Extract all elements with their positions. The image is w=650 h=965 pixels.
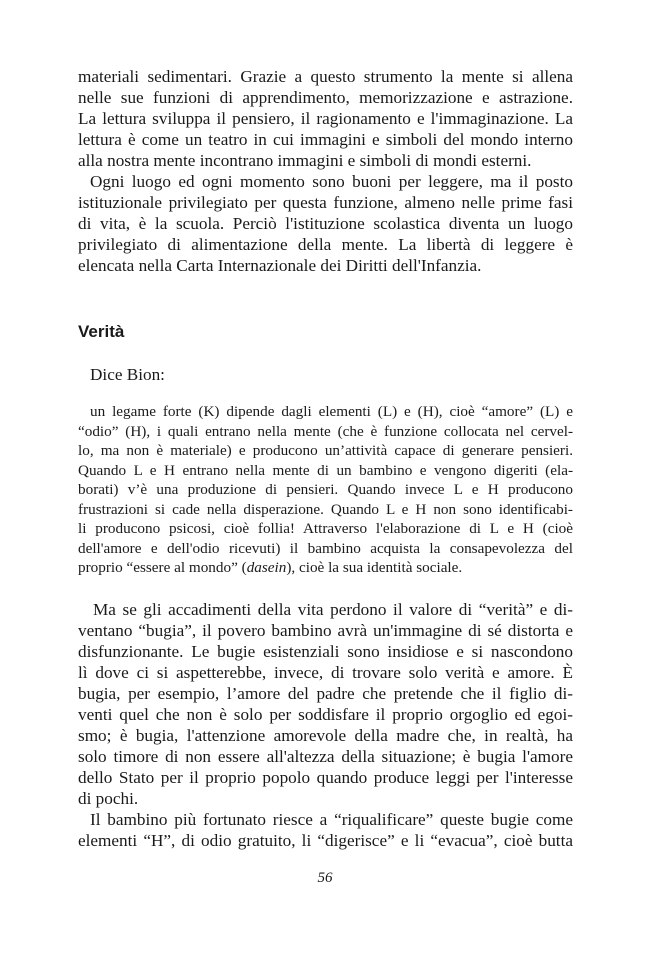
paragraph-school — [78, 171, 573, 276]
text-line: Il bambino più fortunato riesce a “riqualificare” queste bugie come — [90, 809, 573, 829]
block-quote — [78, 402, 573, 578]
text-line: di vita, è la scuola. Perciò l'istituzione scolastica diventa un luogo — [78, 214, 573, 233]
quote-intro: Dice Bion: — [90, 365, 165, 384]
paragraph-reading — [78, 66, 573, 171]
paragraph-lies — [78, 599, 573, 809]
paragraph-child — [78, 809, 573, 851]
text-line: nelle sue funzioni di apprendimento, memorizzazione e astrazione. — [78, 88, 573, 107]
text-line: materiali sedimentari. Grazie a questo strumento la mente si allena — [78, 67, 573, 86]
quote-line: li producono psicosi, cioè follia! Attraverso l'elaborazione di L e H (cioè — [78, 520, 573, 537]
text-line: alla nostra mente incontrano immagini e simboli di mondi esterni. — [78, 151, 532, 170]
text-line: solo timore di non essere all'altezza della situazione; è bugia l'amore — [78, 746, 573, 766]
text-line: Ma se gli accadimenti della vita perdono il valore di “verità” e di- — [93, 599, 573, 619]
text-line: privilegiato di alimentazione della mente. La libertà di leggere è — [78, 235, 573, 254]
quote-line: lo, ma non è materiale) e producono un’attività capace di generare pensieri. — [78, 442, 573, 459]
text-line: La lettura sviluppa il pensiero, il ragionamento e l'immaginazione. La — [78, 109, 573, 128]
text-line: smo; è bugia, l'attenzione amorevole della madre che, in realtà, ha — [78, 725, 573, 745]
text-line: ventano “bugia”, il povero bambino avrà un'immagine di sé distorta e — [78, 620, 573, 640]
text-line: dello Stato per il proprio popolo quando produce leggi per l'interesse — [78, 767, 573, 787]
quote-line: Quando L e H entrano nella mente di un bambino e vengono digeriti (ela- — [78, 461, 573, 479]
text-line: elencata nella Carta Internazionale dei Diritti dell'Infanzia. — [78, 256, 482, 275]
quote-line: un legame forte (K) dipende dagli elementi (L) e (H), cioè “amore” (L) e — [90, 403, 573, 420]
page-body — [78, 66, 573, 851]
quote-italic-term: dasein — [246, 559, 287, 576]
text-line: istituzionale privilegiato per questa funzione, almeno nelle prime fasi — [78, 193, 573, 212]
quote-line: frustrazioni si cade nella disperazione. Quando L e H non sono identificabi- — [78, 500, 573, 518]
quote-text: proprio “essere al mondo” ( — [78, 559, 247, 576]
text-line: disfunzionante. Le bugie esistenziali sono insidiose e si nascondono — [78, 641, 573, 661]
quote-line: dell'amore e dell'odio ricevuti) il bambino acquista la consapevolezza del — [78, 539, 573, 557]
text-line: bugia, per esempio, l’amore del padre che pretende che il figlio di- — [78, 683, 573, 703]
text-line: Ogni luogo ed ogni momento sono buoni per leggere, ma il posto — [90, 172, 573, 191]
section-heading: Verità — [78, 322, 125, 341]
text-line: venti quel che non è solo per soddisfare il proprio orgoglio ed egoi- — [78, 704, 573, 724]
quote-last-line — [78, 558, 573, 578]
quote-line: “odio” (H), i quali entrano nella mente (che è funzione collocata nel cervel- — [78, 422, 573, 440]
text-line: di pochi. — [78, 788, 139, 808]
text-line: lettura è come un teatro in cui immagini e simboli del mondo interno — [78, 130, 573, 149]
page-number: 56 — [317, 870, 333, 886]
quote-line: borati) v’è una produzione di pensieri. Quando invece L e H producono — [78, 481, 573, 498]
text-line: lì dove ci si aspetterebbe, invece, di trovare solo verità e amore. È — [78, 662, 573, 682]
text-line: elementi “H”, di odio gratuito, li “digerisce” e li “evacua”, cioè butta — [78, 830, 573, 850]
quote-text: ), cioè la sua identità sociale. — [286, 559, 463, 576]
